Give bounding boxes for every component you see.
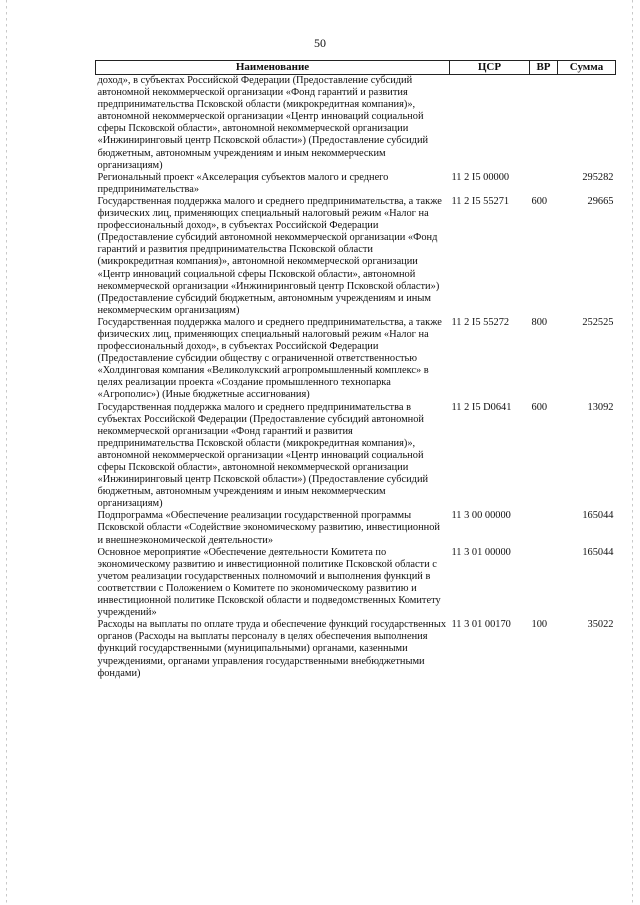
- row-vr: [530, 510, 558, 546]
- row-sum: 165044: [582, 546, 614, 558]
- table-row: [96, 75, 616, 172]
- header-sum: Сумма: [558, 61, 616, 75]
- row-csr: 11 2 I5 55271: [451, 195, 510, 207]
- row-vr: 800: [531, 316, 548, 328]
- row-vr: [530, 547, 558, 620]
- row-csr: 11 2 I5 00000: [451, 171, 510, 183]
- table-row: [96, 510, 616, 546]
- row-sum: 252525: [582, 316, 614, 328]
- table-row: [96, 402, 616, 511]
- row-csr: 11 3 01 00170: [451, 619, 511, 631]
- budget-table: [95, 60, 616, 680]
- row-sum: 13092: [587, 401, 614, 413]
- row-sum: 295282: [582, 171, 614, 183]
- row-csr: 11 3 00 00000: [451, 510, 511, 522]
- row-name: Подпрограмма «Обеспечение реализации государственной программы Псковской области «Содействие экономическому развитию, инвестиционной и внешнеэкономической деятельности»: [97, 510, 440, 546]
- table-row: [96, 172, 616, 196]
- header-csr: ЦСР: [450, 61, 530, 75]
- table-row: [96, 196, 616, 317]
- table-row: [96, 619, 616, 679]
- row-name: Государственная поддержка малого и среднего предпринимательства, а также физических лиц, применяющих специальный налоговый режим «Налог на профессиональный доход», в субъектах Российской Федерации (Предоставление субсидии обществу с ограниченной ответственностью «Холдинговая компания «Великолукский агропромышленный комплекс» в целях реализации проекта «Создание промышленного технопарка «Агрополис») (Иные бюджетные ассигнования): [97, 316, 442, 401]
- row-vr: 600: [531, 401, 548, 413]
- table-row: [96, 317, 616, 402]
- row-vr: 100: [531, 619, 548, 631]
- table-header-row: [96, 61, 616, 75]
- row-vr: [530, 75, 558, 172]
- header-name: Наименование: [96, 61, 450, 75]
- row-name: доход», в субъектах Российской Федерации (Предоставление субсидий автономной некоммерческой организации «Фонд гарантий и развития предпринимательства Псковской области (микрокредитная компания)», автономной некоммерческой организации «Центр инноваций социальной сферы Псковской области», автономной некоммерческой организации «Инжиниринговый центр Псковской области») (Предоставление субсидий бюджетным, автономным учреждениям и иным некоммерческим организациям): [97, 75, 429, 171]
- row-csr: 11 2 I5 D0641: [451, 401, 512, 413]
- scan-edge-right: [632, 0, 633, 905]
- scan-edge-left: [6, 0, 7, 905]
- row-csr: 11 2 I5 55272: [451, 316, 510, 328]
- row-name: Государственная поддержка малого и среднего предпринимательства, а также физических лиц, применяющих специальный налоговый режим «Налог на профессиональный доход», в субъектах Российской Федерации (Предоставление субсидий автономной некоммерческой организации «Фонд гарантий и развития предпринимательства Псковской области (микрокредитная компания)», автономной некоммерческой организации «Центр инноваций социальной сферы Псковской области», автономной некоммерческой организации «Инжиниринговый центр Псковской области») (Предоставление субсидий бюджетным, автономным учреждениям и иным некоммерческим организациям): [97, 195, 442, 316]
- row-sum: 165044: [582, 510, 614, 522]
- row-csr: 11 3 01 00000: [451, 546, 511, 558]
- row-sum: 29665: [587, 195, 614, 207]
- row-name: Региональный проект «Акселерация субъектов малого и среднего предпринимательства»: [97, 171, 389, 195]
- row-sum: 35022: [587, 619, 614, 631]
- row-name: Государственная поддержка малого и среднего предпринимательства в субъектах Российской Федерации (Предоставление субсидий автономной некоммерческой организации «Фонд гарантий и развития предпринимательства Псковской области (микрокредитная компания)», автономной некоммерческой организации «Центр инноваций социальной сферы Псковской области», автономной некоммерческой организации «Инжиниринговый центр Псковской области») (Предоставление субсидий бюджетным, автономным учреждениям и иным некоммерческим организациям): [97, 401, 429, 510]
- row-csr: [450, 75, 530, 172]
- row-name: Расходы на выплаты по оплате труда и обеспечение функций государственных органов (Расходы на выплаты персоналу в целях обеспечения выполнения функций государственными (муниципальными) органами, казенными учреждениями, органами управления государственными внебюджетными фондами): [97, 619, 447, 679]
- table-row: [96, 547, 616, 620]
- header-vr: ВР: [530, 61, 558, 75]
- row-vr: 600: [531, 195, 548, 207]
- page-number: 50: [314, 36, 326, 50]
- row-name: Основное мероприятие «Обеспечение деятельности Комитета по экономическому развитию и инвестиционной политике Псковской области с учетом реализации государственных полномочий и выполнения функций в соответствии с Положением о Комитете по экономическому развитию и инвестиционной политике Псковской области и подведомственных Комитету учреждений»: [97, 546, 441, 619]
- row-vr: [530, 172, 558, 196]
- row-sum: [558, 75, 616, 172]
